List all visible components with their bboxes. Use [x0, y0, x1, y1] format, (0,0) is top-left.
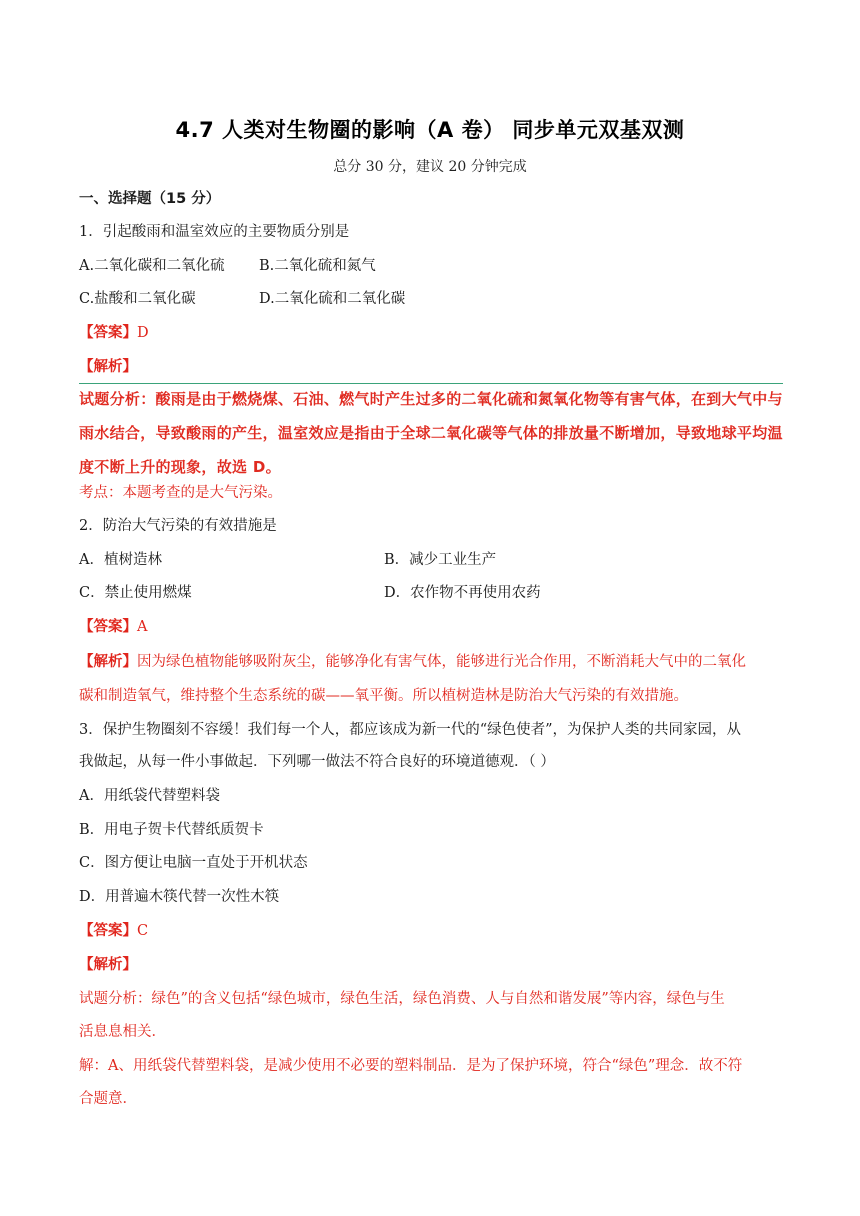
q1-analysis-block: [79, 383, 783, 480]
q3-analysis-line-4: 合题意．: [79, 1091, 137, 1107]
q1-analysis-line: 度不断上升的现象，故选 D。: [79, 458, 281, 476]
q1-analysis-tag: [79, 357, 137, 377]
q2-analysis-line-1: [79, 652, 746, 672]
q3-answer: [79, 921, 148, 941]
q1-answer: [79, 323, 149, 343]
document-title: 4.7 人类对生物圈的影响（A 卷） 同步单元双基双测: [175, 118, 685, 142]
answer-value: C: [137, 923, 149, 939]
q3-stem-line-2: 我做起，从每一件小事做起．下列哪一做法不符合良好的环境道德观．（ ）: [79, 754, 555, 770]
q2-analysis-line-2: 碳和制造氧气，维持整个生态系统的碳——氧平衡。所以植树造林是防治大气污染的有效措施。: [79, 688, 688, 704]
q1-option-d: D.二氧化硫和二氧化碳: [259, 291, 406, 307]
q3-analysis-tag: [79, 955, 137, 975]
analysis-tag: 【解析】: [79, 359, 137, 375]
analysis-tag: 【解析】: [79, 654, 137, 670]
q3-option-b: B．用电子贺卡代替纸质贺卡: [79, 822, 264, 838]
q2-option-a: A．植树造林: [79, 552, 162, 568]
q3-option-c: C．图方便让电脑一直处于开机状态: [79, 855, 308, 871]
q1-option-a: A.二氧化碳和二氧化硫: [79, 258, 225, 274]
analysis-text: 因为绿色植物能够吸附灰尘，能够净: [137, 654, 369, 670]
q1-option-b: B.二氧化硫和氮气: [259, 258, 376, 274]
q3-option-d: D．用普遍木筷代替一次性木筷: [79, 889, 280, 905]
q3-analysis-line-3: 解：A、用纸袋代替塑料袋，是减少使用不必要的塑料制品．是为了保护环境，符合“绿色”理念．故不符: [79, 1058, 743, 1074]
document-subtitle: 总分 30 分，建议 20 分钟完成: [333, 159, 527, 175]
analysis-tag: 【解析】: [79, 957, 137, 973]
answer-value: D: [137, 325, 149, 341]
answer-tag: 【答案】: [79, 619, 137, 635]
q1-stem: 1．引起酸雨和温室效应的主要物质分别是: [79, 224, 350, 240]
q3-analysis-line-2: 活息息相关．: [79, 1024, 166, 1040]
q2-answer: [79, 617, 147, 637]
q1-kaodian: 考点：本题考查的是大气污染。: [79, 485, 282, 501]
answer-tag: 【答案】: [79, 325, 137, 341]
q2-option-c: C．禁止使用燃煤: [79, 585, 192, 601]
q3-analysis-line-1: 试题分析：绿色”的含义包括“绿色城市，绿色生活，绿色消费、人与自然和谐发展”等内容，绿色与生: [79, 991, 725, 1007]
q1-option-c: C.盐酸和二氧化碳: [79, 291, 196, 307]
q2-option-d: D．农作物不再使用农药: [384, 585, 541, 601]
answer-value: A: [137, 619, 148, 635]
answer-tag: 【答案】: [79, 923, 137, 939]
q2-option-b: B．减少工业生产: [384, 552, 497, 568]
q1-analysis-line: 雨水结合，导致酸雨的产生，温室效应是指由于全球二氧化碳等气体的排放量不断增加，导致地球平均温: [79, 424, 783, 442]
q1-analysis-line: 试题分析：酸雨是由于燃烧煤、石油、燃气时产生过多的二氧化硫和氮氧化物等有害气体，在到大气中与: [79, 390, 783, 408]
q3-option-a: A．用纸袋代替塑料袋: [79, 788, 220, 804]
q3-stem-line-1: 3．保护生物圈刻不容缓！我们每一个人，都应该成为新一代的“绿色使者”，为保护人类的共同家园，从: [79, 722, 742, 738]
q2-stem: 2．防治大气污染的有效措施是: [79, 518, 277, 534]
analysis-text: 化有害气体，能够进行光合作用，不断消耗大气中的二氧化: [369, 654, 746, 670]
section-heading: 一、选择题（15 分）: [79, 191, 221, 207]
